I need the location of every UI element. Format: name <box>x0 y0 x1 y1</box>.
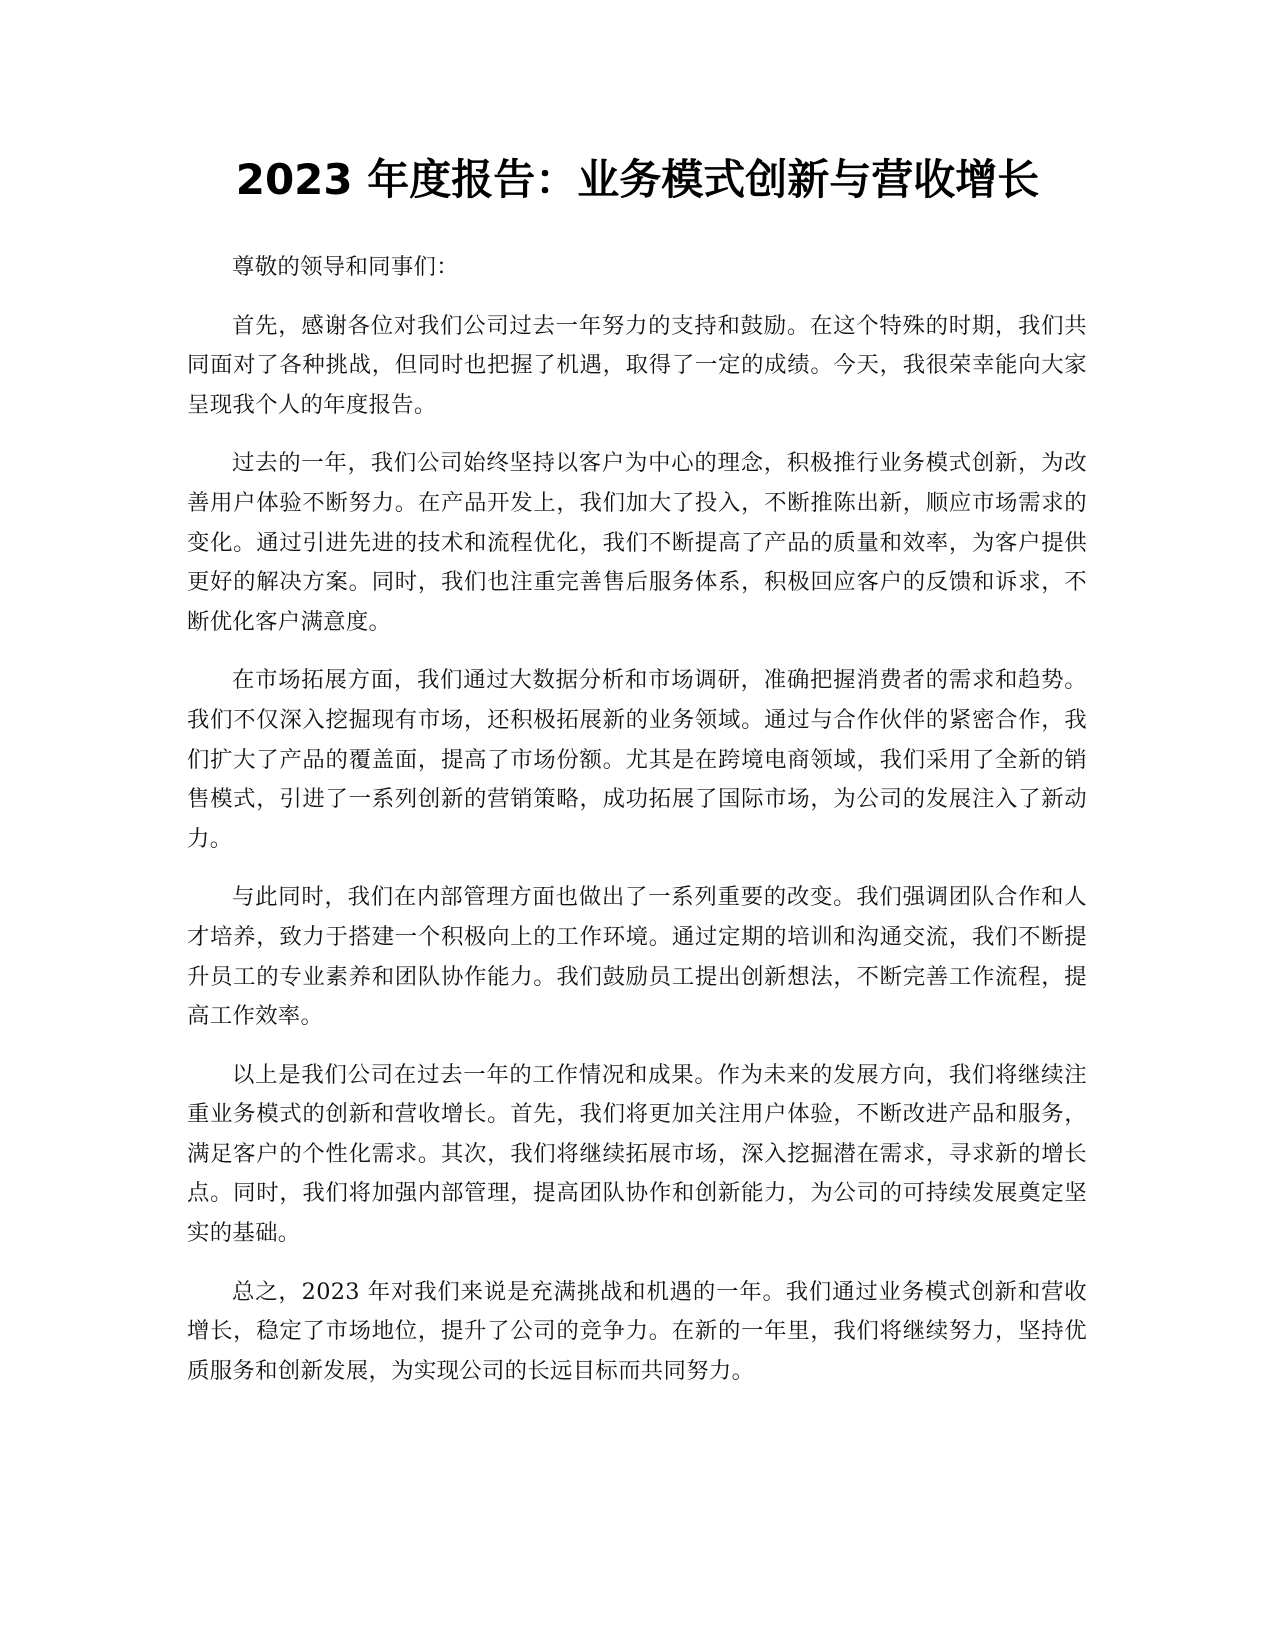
paragraph-1: 首先，感谢各位对我们公司过去一年努力的支持和鼓励。在这个特殊的时期，我们共同面对了各种挑战，但同时也把握了机遇，取得了一定的成绩。今天，我很荣幸能向大家呈现我个人的年度报告。 <box>187 312 1087 418</box>
salutation: 尊敬的领导和同事们： <box>232 254 459 280</box>
paragraph-2: 过去的一年，我们公司始终坚持以客户为中心的理念，积极推行业务模式创新，为改善用户体验不断努力。在产品开发上，我们加大了投入，不断推陈出新，顺应市场需求的变化。通过引进先进的技术和流程优化，我们不断提高了产品的质量和效率，为客户提供更好的解决方案。同时，我们也注重完善售后服务体系，积极回应客户的反馈和诉求，不断优化客户满意度。 <box>187 450 1087 635</box>
paragraph-5: 以上是我们公司在过去一年的工作情况和成果。作为未来的发展方向，我们将继续注重业务模式的创新和营收增长。首先，我们将更加关注用户体验，不断改进产品和服务，满足客户的个性化需求。其次，我们将继续拓展市场，深入挖掘潜在需求，寻求新的增长点。同时，我们将加强内部管理，提高团队协作和创新能力，为公司的可持续发展奠定坚实的基础。 <box>187 1061 1087 1247</box>
page-title: 2023 年度报告：业务模式创新与营收增长 <box>235 155 1040 204</box>
document-body <box>187 248 1087 1410</box>
paragraph-4: 与此同时，我们在内部管理方面也做出了一系列重要的改变。我们强调团队合作和人才培养，致力于搭建一个积极向上的工作环境。通过定期的培训和沟通交流，我们不断提升员工的专业素养和团队协作能力。我们鼓励员工提出创新想法，不断完善工作流程，提高工作效率。 <box>187 884 1087 1030</box>
paragraph-6: 总之，2023 年对我们来说是充满挑战和机遇的一年。我们通过业务模式创新和营收增长，稳定了市场地位，提升了公司的竞争力。在新的一年里，我们将继续努力，坚持优质服务和创新发展，为实现公司的长远目标而共同努力。 <box>187 1278 1087 1384</box>
paragraph-3: 在市场拓展方面，我们通过大数据分析和市场调研，准确把握消费者的需求和趋势。我们不仅深入挖掘现有市场，还积极拓展新的业务领域。通过与合作伙伴的紧密合作，我们扩大了产品的覆盖面，提高了市场份额。尤其是在跨境电商领域，我们采用了全新的销售模式，引进了一系列创新的营销策略，成功拓展了国际市场，为公司的发展注入了新动力。 <box>187 667 1087 852</box>
